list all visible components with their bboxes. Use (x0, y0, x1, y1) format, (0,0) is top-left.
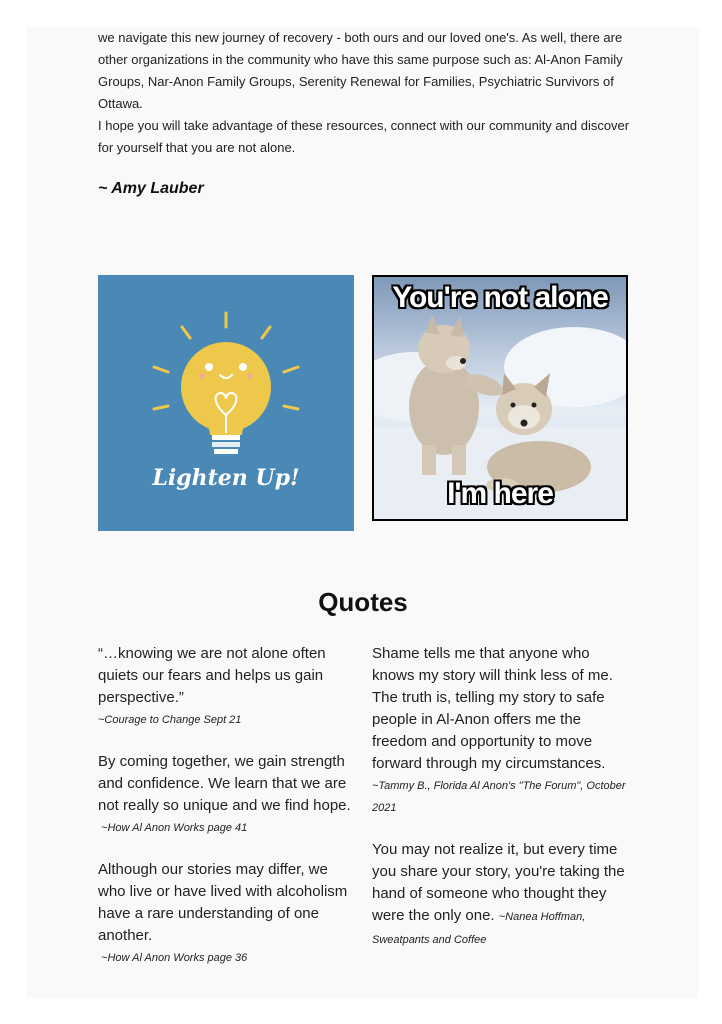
quotes-column-left (98, 643, 356, 989)
quote-source: ~Tammy B., Florida Al Anon's "The Forum", October 2021 (372, 780, 626, 814)
quote-source: ~How Al Anon Works page 41 (98, 822, 248, 834)
quote-text: Although our stories may differ, we who live or have lived with alcoholism have a rare understanding of one another. (98, 861, 348, 944)
quote-block (372, 643, 630, 819)
meme-top-text: You're not alone (392, 281, 608, 314)
image-caption: Lighten Up! (152, 465, 300, 491)
quote-text: By coming together, we gain strength and confidence. We learn that we are not really so unique and we find hope. (98, 753, 351, 814)
quote-block (372, 839, 630, 951)
intro-paragraph: I hope you will take advantage of these resources, connect with our community and discover for yourself that you are not alone. (98, 118, 630, 155)
meme-bottom-text: I'm here (447, 477, 553, 510)
content-card (27, 27, 699, 998)
quote-source: ~How Al Anon Works page 36 (98, 952, 248, 964)
quote-source: ~Nanea Hoffman, Sweatpants and Coffee (372, 911, 586, 946)
quote-body: You may not realize it, but every time you share your story, you're taking the hand of someone who thought they were the only one. (372, 841, 629, 924)
quote-source: ~Courage to Change Sept 21 (98, 714, 242, 726)
lighten-up-image (98, 275, 354, 531)
quote-text: “…knowing we are not alone often quiets our fears and helps us gain perspective.” (98, 645, 326, 706)
quote-block (98, 751, 356, 839)
quote-block (98, 643, 356, 731)
lightbulb-illustration (98, 275, 354, 531)
quotes-column-right (372, 643, 630, 971)
quote-text: Shame tells me that anyone who knows my story will think less of me. The truth is, telling my story to safe people in Al-Anon offers me the freedom and opportunity to move forward through my circumstances. (372, 645, 613, 772)
quotes-heading: Quotes (318, 587, 408, 617)
intro-paragraph: we navigate this new journey of recovery - both ours and our loved one's. As well, there are other organizations in the community who have this same purpose such as: Al-Anon Family Groups, Nar-Anon Family Groups, Serenity Renewal for Families, Psychiatric Survivors of Ottawa. (98, 30, 623, 111)
not-alone-meme-image (372, 275, 628, 521)
quote-block (98, 859, 356, 969)
intro-text (98, 27, 638, 159)
quote-text (372, 839, 630, 951)
author-signature: ~ Amy Lauber (98, 180, 204, 197)
